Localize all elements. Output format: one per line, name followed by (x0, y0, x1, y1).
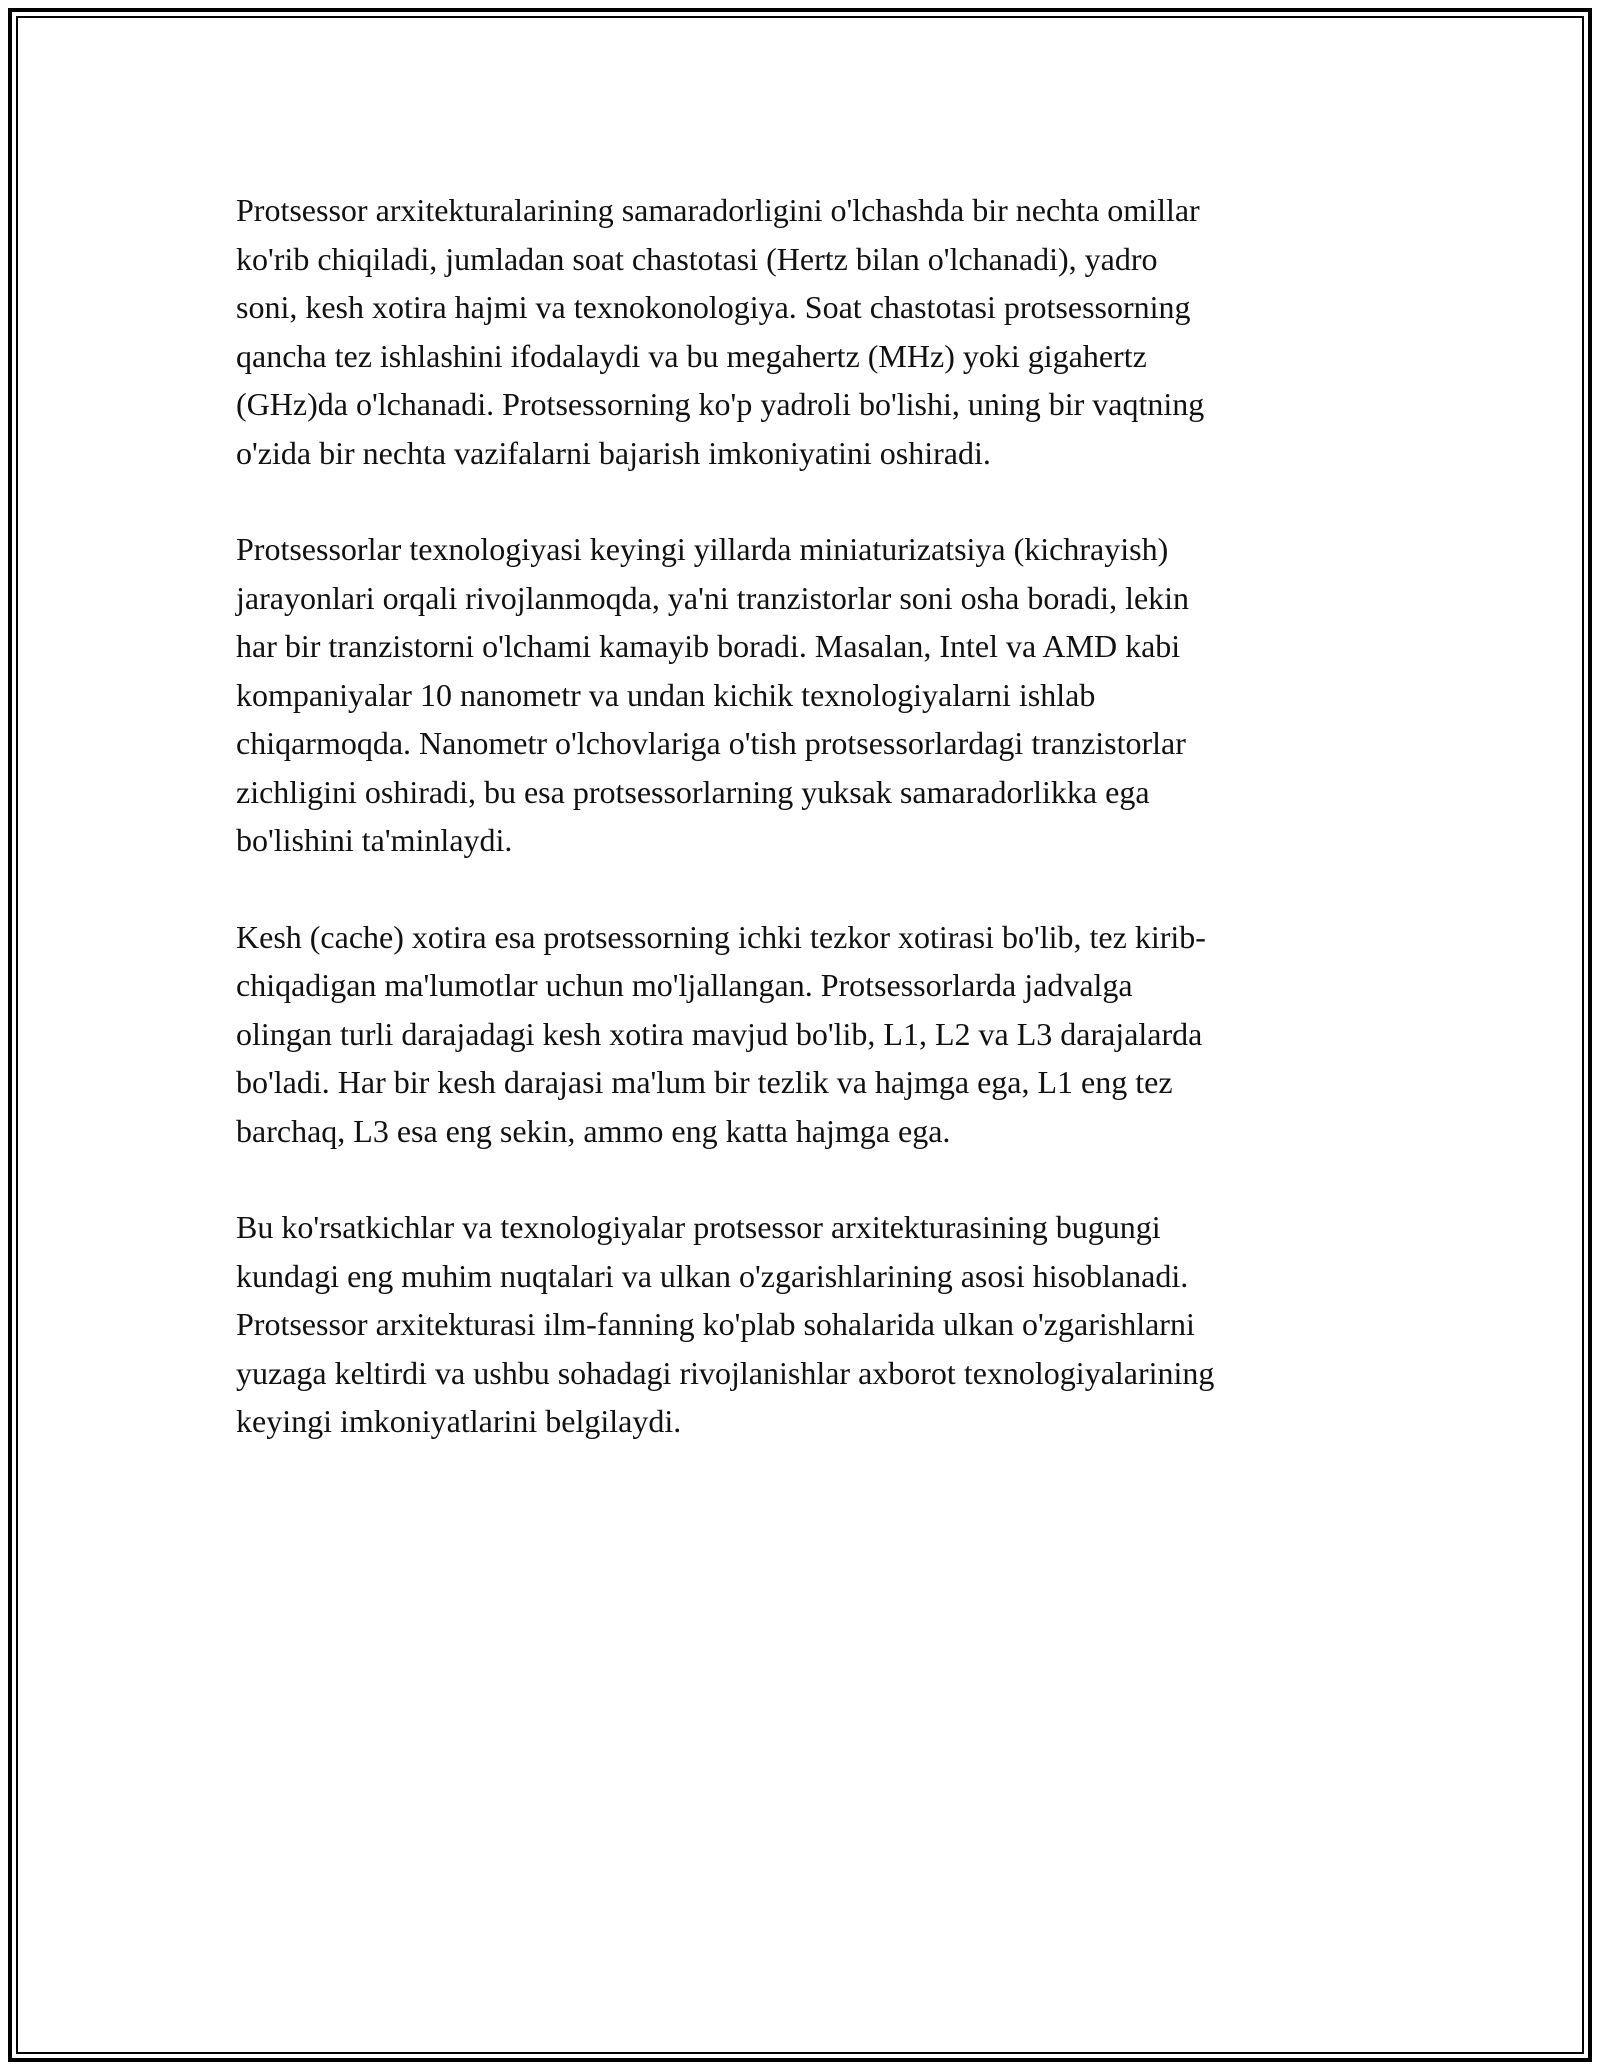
text-line: Protsessor arxitekturasi ilm-fanning ko'plab sohalarida ulkan o'zgarishlarni (236, 1306, 1195, 1342)
text-line: keyingi imkoniyatlarini belgilaydi. (236, 1403, 682, 1439)
text-line: soni, kesh xotira hajmi va texnokonologiya. Soat chastotasi protsessorning (236, 289, 1191, 325)
text-line: ko'rib chiqiladi, jumladan soat chastotasi (Hertz bilan o'lchanadi), yadro (236, 240, 1158, 277)
text-line: olingan turli darajadagi kesh xotira mavjud bo'lib, L1, L2 va L3 darajalarda (236, 1015, 1203, 1052)
text-line: kundagi eng muhim nuqtalari va ulkan o'zgarishlarining asosi hisoblanadi. (236, 1257, 1189, 1294)
text-line: jarayonlari orqali rivojlanmoqda, ya'ni tranzistorlar soni osha boradi, lekin (236, 579, 1190, 616)
text-line: Bu ko'rsatkichlar va texnologiyalar protsessor arxitekturasining bugungi (236, 1209, 1161, 1245)
paragraph-3 (236, 913, 1364, 1156)
text-line: zichligini oshiradi, bu esa protsessorlarning yuksak samaradorlikka ega (236, 773, 1150, 810)
text-line: bo'ladi. Har bir kesh darajasi ma'lum bir tezlik va hajmga ega, L1 eng tez (236, 1064, 1173, 1100)
text-line: Protsessor arxitekturalarining samaradorligini o'lchashda bir nechta omillar (236, 192, 1200, 228)
text-line: har bir tranzistorni o'lchami kamayib boradi. Masalan, Intel va AMD kabi (236, 628, 1181, 664)
text-line: barchaq, L3 esa eng sekin, ammo eng katta hajmga ega. (236, 1112, 951, 1149)
text-line: chiqadigan ma'lumotlar uchun mo'ljallangan. Protsessorlarda jadvalga (236, 967, 1133, 1003)
text-line: Protsessorlar texnologiyasi keyingi yillarda miniaturizatsiya (kichrayish) (236, 531, 1169, 567)
paragraph-1 (236, 186, 1364, 477)
text-line: (GHz)da o'lchanadi. Protsessorning ko'p yadroli bo'lishi, uning bir vaqtning (236, 386, 1205, 422)
text-line: yuzaga keltirdi va ushbu sohadagi rivojlanishlar axborot texnologiyalarining (236, 1354, 1215, 1391)
text-line: bo'lishini ta'minlaydi. (236, 822, 513, 858)
text-line: o'zida bir nechta vazifalarni bajarish imkoniyatini oshiradi. (236, 434, 991, 471)
paragraph-2 (236, 525, 1364, 865)
text-line: chiqarmoqda. Nanometr o'lchovlariga o'tish protsessorlardagi tranzistorlar (236, 725, 1186, 761)
paragraph-4 (236, 1203, 1364, 1446)
document-body (236, 186, 1364, 1494)
text-line: Kesh (cache) xotira esa protsessorning ichki tezkor xotirasi bo'lib, tez kirib- (236, 918, 1206, 955)
text-line: kompaniyalar 10 nanometr va undan kichik texnologiyalarni ishlab (236, 676, 1096, 713)
text-line: qancha tez ishlashini ifodalaydi va bu megahertz (MHz) yoki gigahertz (236, 337, 1147, 374)
